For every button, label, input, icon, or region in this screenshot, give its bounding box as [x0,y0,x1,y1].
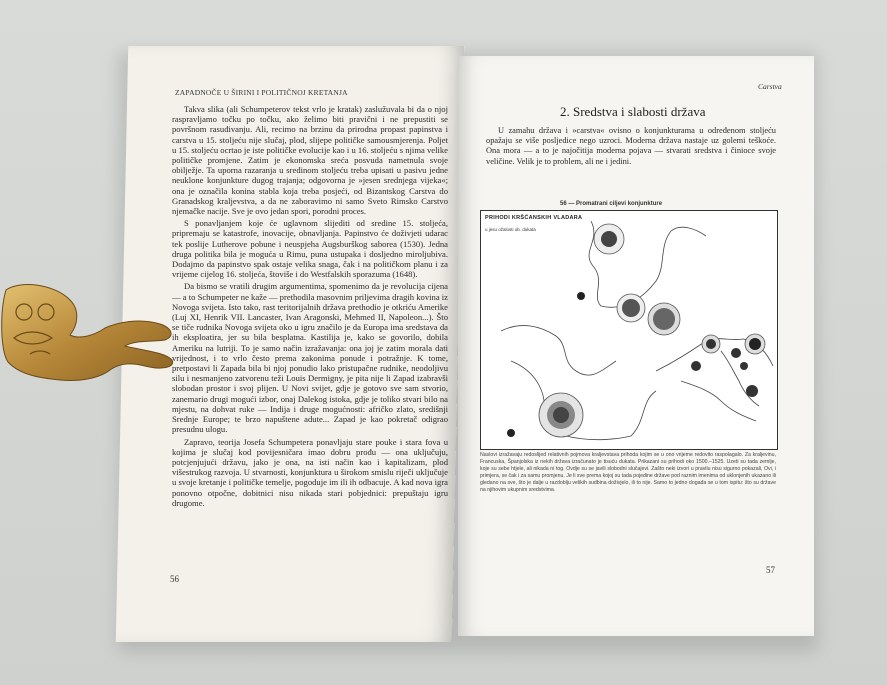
right-paragraph: U zamahu država i »carstva« ovisno o konjunkturama u određenom stoljeću opažaju se više posljedice nego uzroci. Moderna država nastaje uz golemi teškoće. Ona mora — a to je najočitija moderna pojava — stvarati sredstva i činioce svoje veličine. Velik je to problem, ali ne i jedini. [486,126,776,166]
coastline-france [501,326,616,376]
coastline-south [681,381,756,421]
circle-inner [553,407,569,423]
coastline-iberia [511,361,656,440]
gold-hand-clip [0,280,180,390]
coastline-adriatic [721,351,759,406]
left-paragraph: S ponavljanjem koje će uglavnom slijediti od sredine 15. stoljeća, pripremaju se katastrofe, inovacije, obnavljanja. Papinstvo će doživjeti udarac tek poslije Lutherove pobune i neuspjeha Augsburškog saborea (1530). Jedna druga politika bila je moguća u Rimu, puna ustupaka i dosljedno miroljubiva. Dodajmo da papinstvo spak ostaje velika snaga, čak i na političkom planu i za vrijeme cijelog 16. stoljeća, štoviše i do Westfalskih sporazuma (1648). [172,218,448,280]
circle-small [746,385,758,397]
circle-inner [622,299,640,317]
left-running-header: ZAPADNOČE U ŠIRINI I POLITIČNOJ KRETANJA [175,88,348,97]
right-body-text [486,126,776,167]
right-running-header: Carstva [758,82,782,91]
map-legend-title: PRIHODI KRŠĆANSKIH VLADARA [485,215,583,221]
circle-small [731,348,741,358]
map-drawing [481,211,777,449]
map-legend-subtitle: u jesu ožalosti ob. dukata [485,227,536,232]
map-caption-text: Naslovi izražavaju redoslijed relativnih pojmova kraljevstava prihoda kojim se u ono vrijeme redovito raspolagalo. Za kraljevinu, Francuska, Španjolska iz nekih država izračunato je tisuću dukata. Prikazani su prihodi oko 1500.–1525. Uzeti su tada zemlje, koje su sebe htjele, ali nikada ni tog. Ovdje su se javili slobodni slučajevi. Zašto neki izvori u pravilu nisu sigurno pokazali, Ovi, i primjera, se čak i za samu promjenu. Je li sve prema kojoj su tada pojedine države pod raznim imenima od uklonjenih ukazano ili gledano na sve, što je dalje u razdoblju velikih sudbina doživjelo, ili to nije. Samo to jedno događa se u tom ispitu: što su države na njihovim ukupnim sredstvima. [480,452,776,493]
circle-small [577,292,585,300]
section-title: 2. Sredstva i slabosti država [560,104,706,119]
right-page-number: 57 [766,565,775,575]
left-page-number: 56 [170,574,179,584]
circle-inner [653,308,675,330]
circle-inner [749,338,761,350]
left-paragraph: Da bismo se vratili drugim argumentima, spomenimo da je revolucija cijena — a to Schumpeter ne kaže — prethodila masovnim priljevima dragih kovina iz Novoga svijeta. Isto tako, rast teritorijalnih država prethodio je otkriću Amerike (Luj XI, Henrik VII. Lancaster, Ivan Aragonski, Mehmed II, Napoleon...). Što se tiče rudnika Novoga svijeta oko u igru značilo je da Europa ima sredstava da ih eksploatira, jer su bila besplatna. Kastilija je, kako se govorilo, dobila Ameriku na lutriji. To je samo način izražavanja: ona joj je zatim morala dati vrijednost, i to vrlo često prema zakonima ponude i potražnje. K tome, pretpostavi li Zapada bila bi njoj ponudio lako pristupačne rudnike, neodoljivu silu i nesmanjeno zatvorenu teži Louis Dermigny, je pita nije li Zapad izabravši slobodan prostor i svoj plijen. U Novi svijet, gdje je gotovo sve sam stvorio, zanemario drugi mogući izbor, onaj Dalekog istoka, gdje je toliko stvari bilo na mjestu, na dohvat ruke — Indija i druge mogućnosti: afričko zlato, središnji Srednje Europe; te brzo napuštene adute... Zapad je kao pokretač odigrao presudnu ulogu. [172,281,448,435]
map-figure [480,210,778,450]
circle-small [740,362,748,370]
circle-inner [601,231,617,247]
circle-inner [706,339,716,349]
left-body-text [172,104,448,508]
circle-small [507,429,515,437]
left-paragraph: Zapravo, teorija Josefa Schumpetera ponavljaju stare pouke i stara fova u kojima je slučaj kod povijesničara imao dobru prođu — ona uključuju, potcjenjujući državu, jako je ona, na isti način kao i kapitalizam, plod višestrukog razvoja. U stvarnosti, konjunktura u širokom smislu riječi uključuje u svoje kretanje i političke temelje, pogoduje im ili ih odbacuje. A kad nova igra ponovno otpočne, dobitnici nisu nikada stari pobjednici: prepuštaju igru drugome. [172,436,448,508]
circle-small [691,361,701,371]
map-figure-caption: 56 — Promatrani ciljevi konjunkture [560,201,663,207]
left-paragraph: Takva slika (ali Schumpeterov tekst vrlo je kratak) zaslužuvala bi da o njoj raspravljamo točku po točku, ako želimo biti pravični i ne prepustiti se površnom rasuđivanju. Ali, recimo na brzinu da prirodna propast papinstva i carstva u 15. stoljeću nije slučaj, plod, slijepe političke samousmjerenja. Poljet u 15. stoljeću ocrtao je iste političke evolucije kao i u 16. stoljeću s njima velike političke promjene. Zatim je ekonomska sreća posvuda nametnula svoje obilježje. Ta uporna razaranja u sredinom stoljeću treba upisati u pasivu jedne neuklone konjunkture dugog trajanja; odgovorna je »jesen srednjega vijeka«; ona je označila konina stabla koja treba posjeći, od Bizantskog Carstva do Granadskog kraljevstva, a da ne zaboravimo ni samo Sveto Rimsko Carstvo njemačke nacije. Sve je ovo jedan spori, porodni proces. [172,104,448,217]
